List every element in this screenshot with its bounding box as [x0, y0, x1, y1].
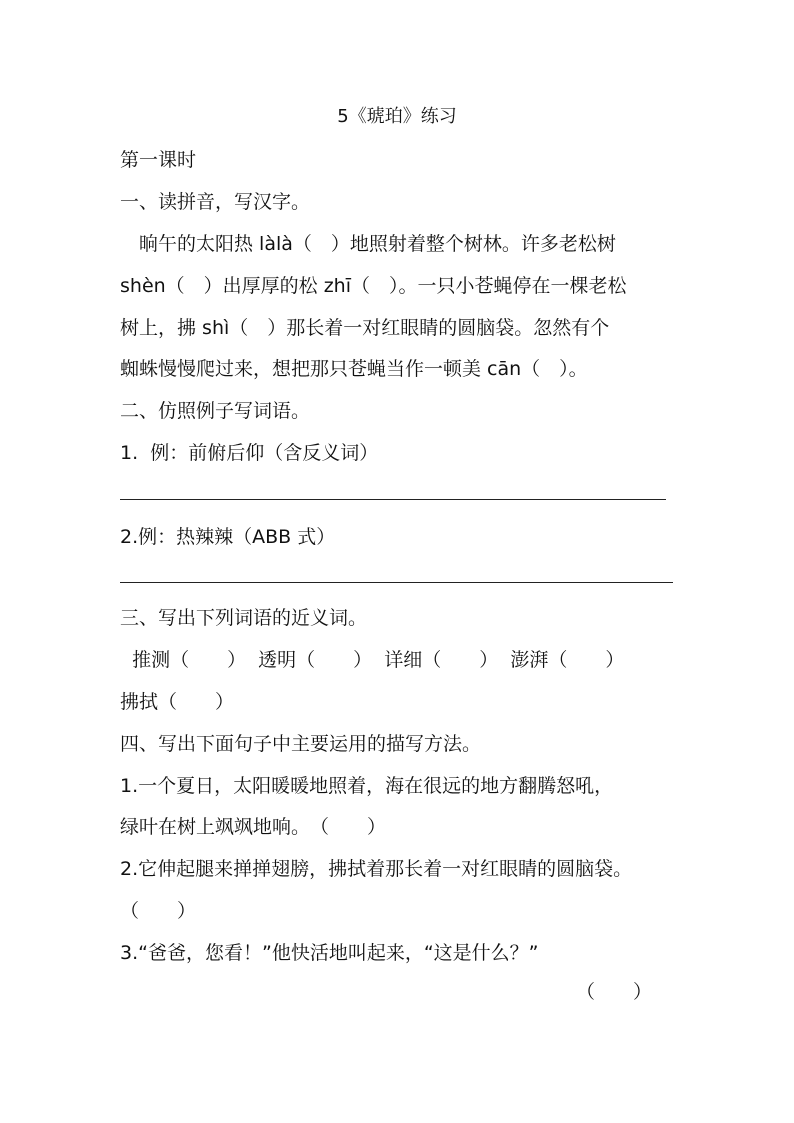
section-4-question-3-answer: （ ） [576, 981, 653, 1003]
section-2-question-1: 1. 例：前俯后仰（含反义词） [120, 442, 379, 464]
answer-line-2[interactable] [120, 582, 673, 583]
section-3-words-line-2: 拂拭（ ） [120, 691, 235, 713]
section-4-heading: 四、写出下面句子中主要运用的描写方法。 [120, 733, 482, 755]
section-3-words-line-1: 推测（ ） 透明（ ） 详细（ ） 澎湃（ ） [120, 649, 625, 671]
section-1-line-3: 树上，拂 shì（ ）那长着一对红眼睛的圆脑袋。忽然有个 [120, 317, 610, 339]
lesson-label: 第一课时 [120, 149, 197, 171]
section-4-question-3-line-1: 3.“爸爸，您看！”他快活地叫起来，“这是什么？” [120, 942, 539, 964]
section-1-line-2: shèn（ ）出厚厚的松 zhī（ ）。一只小苍蝇停在一棵老松 [120, 275, 627, 297]
section-2-question-2: 2.例：热辣辣（ABB 式） [120, 526, 336, 548]
section-4-question-1-line-1: 1.一个夏日，太阳暖暖地照着，海在很远的地方翻腾怒吼， [120, 775, 614, 797]
section-1-line-1: 晌午的太阳热 làlà（ ）地照射着整个树林。许多老松树 [120, 233, 616, 255]
page-title: 5《琥珀》练习 [337, 106, 457, 127]
section-2-heading: 二、仿照例子写词语。 [120, 400, 311, 422]
section-4-question-1-line-2: 绿叶在树上飒飒地响。 （ ） [120, 816, 387, 838]
section-1-line-4: 蜘蛛慢慢爬过来，想把那只苍蝇当作一顿美 cān（ ）。 [120, 358, 588, 380]
answer-line-1[interactable] [120, 499, 666, 500]
section-1-heading: 一、读拼音，写汉字。 [120, 191, 311, 213]
section-4-question-2-line-1: 2.它伸起腿来掸掸翅膀，拂拭着那长着一对红眼睛的圆脑袋。 [120, 858, 633, 880]
section-3-heading: 三、写出下列词语的近义词。 [120, 607, 368, 629]
section-4-question-2-answer: （ ） [120, 900, 197, 922]
